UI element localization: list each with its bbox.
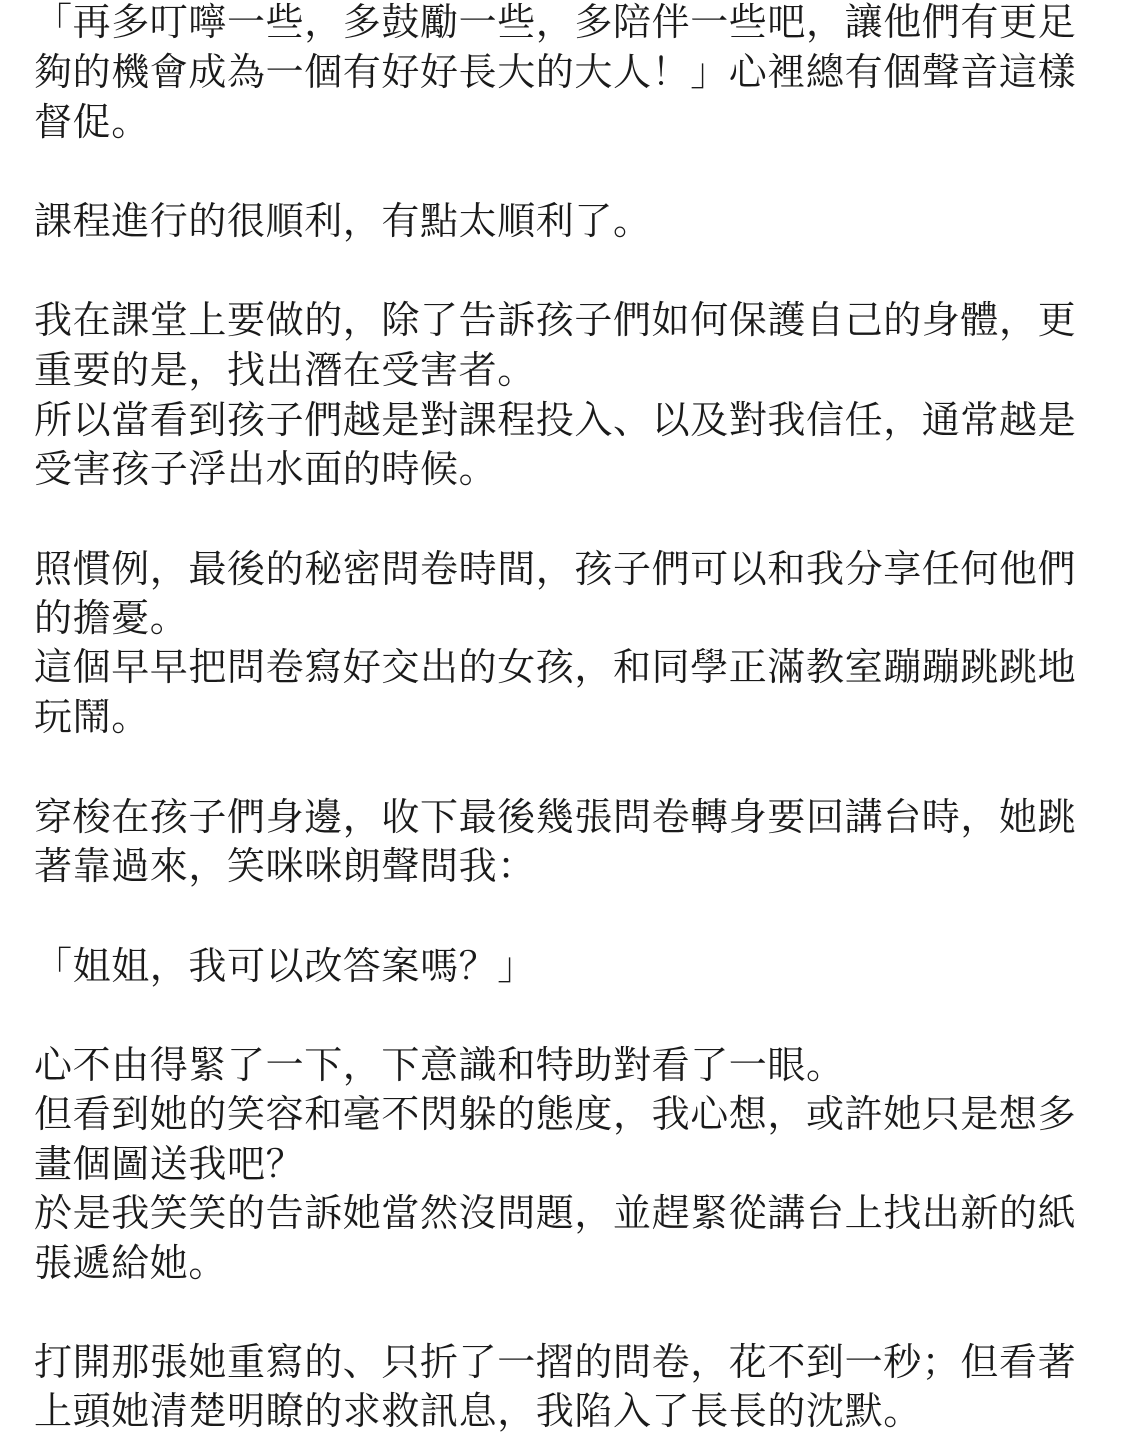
text-line: 張遞給她。 [34, 1241, 228, 1285]
text-line: 心不由得緊了一下，下意識和特助對看了一眼。 [34, 1043, 845, 1087]
text-line: 穿梭在孩子們身邊，收下最後幾張問卷轉身要回講台時，她跳 [34, 795, 1077, 839]
text-line: 所以當看到孩子們越是對課程投入、以及對我信任，通常越是 [34, 398, 1077, 442]
text-line: 上頭她清楚明瞭的求救訊息，我陷入了長長的沈默。 [34, 1389, 922, 1433]
text-line: 於是我笑笑的告訴她當然沒問題，並趕緊從講台上找出新的紙 [34, 1191, 1077, 1235]
text-line: 這個早早把問卷寫好交出的女孩，和同學正滿教室蹦蹦跳跳地 [34, 645, 1077, 689]
text-line: 畫個圖送我吧？ [34, 1142, 305, 1186]
text-line: 重要的是，找出潛在受害者。 [34, 348, 536, 392]
text-line: 但看到她的笑容和毫不閃躲的態度，我心想，或許她只是想多 [34, 1092, 1077, 1136]
text-line: 夠的機會成為一個有好好長大的大人！」心裡總有個聲音這樣 [34, 50, 1077, 94]
text-line: 受害孩子浮出水面的時候。 [34, 447, 498, 491]
text-line: 的擔憂。 [34, 596, 189, 640]
text-line: 課程進行的很順利，有點太順利了。 [34, 199, 652, 243]
text-line: 督促。 [34, 100, 150, 144]
text-line: 「再多叮嚀一些，多鼓勵一些，多陪伴一些吧，讓他們有更足 [34, 0, 1077, 44]
text-line: 「姐姐，我可以改答案嗎？」 [34, 944, 536, 988]
text-line: 我在課堂上要做的，除了告訴孩子們如何保護自己的身體，更 [34, 298, 1077, 342]
text-line: 玩鬧。 [34, 695, 150, 739]
text-line: 著靠過來，笑咪咪朗聲問我： [34, 844, 536, 888]
text-line: 打開那張她重寫的、只折了一摺的問卷，花不到一秒；但看著 [34, 1340, 1077, 1384]
text-line: 照慣例，最後的秘密問卷時間，孩子們可以和我分享任何他們 [34, 547, 1077, 591]
